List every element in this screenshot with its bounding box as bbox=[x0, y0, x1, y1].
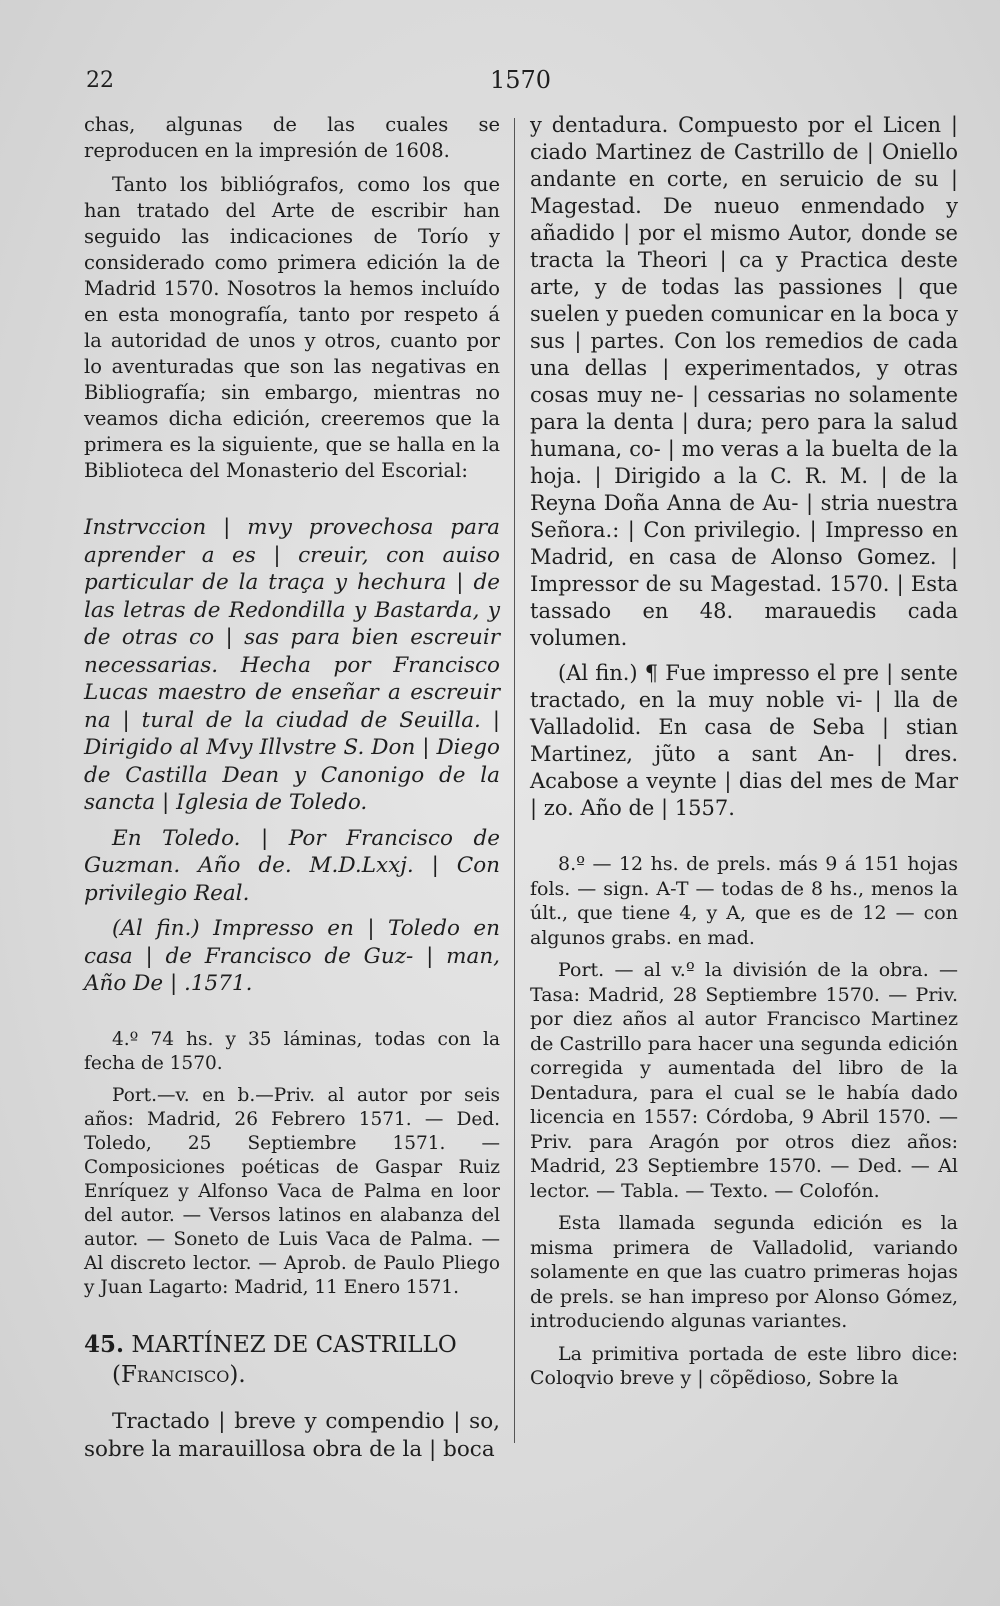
page-number: 22 bbox=[86, 68, 114, 93]
left-column bbox=[84, 112, 500, 1472]
right-column bbox=[530, 112, 958, 1399]
entry-title: Tractado | breve y compendio | so, sobre la marauillosa obra de la | boca bbox=[84, 1408, 500, 1462]
bibliographic-note: Port. — al v.º la división de la obra. — Tasa: Madrid, 28 Septiembre 1570. — Priv. por diez años al autor Francisco Martinez de Castrillo para hacer una segunda edición corregida y aumentada del libro de la Dentadura, para el cual se le había dado licencia en 1557: Córdoba, 9 Abril 1570. — Priv. para Aragón por otros diez años: Madrid, 23 Septiembre 1570. — Ded. — Al lector. — Tabla. — Texto. — Colofón. bbox=[530, 959, 958, 1202]
book-imprint: En Toledo. | Por Francisco de Guzman. Año de. M.D.Lxxj. | Con privilegio Real. bbox=[84, 825, 500, 906]
page-header-year: 1570 bbox=[490, 66, 552, 94]
bibliographic-note: La primitiva portada de este libro dice: Coloqvio breve y | cõpẽdioso, Sobre la bbox=[530, 1342, 958, 1389]
book-title: Instrvccion | mvy provechosa para aprender a es | creuir, con auiso particular de la traça y hechura | de las letras de Redondilla y Bastarda, y de otras co | sas para bien escreuir necessarias. Hecha por Francisco Lucas maestro de enseñar a escreuir na | tural de la ciudad de Seuilla. | Dirigido al Mvy Illvstre S. Don | Diego de Castilla Dean y Canonigo de la sancta | Iglesia de Toledo. bbox=[84, 515, 500, 815]
entry-given-name: (Francisco). bbox=[112, 1361, 246, 1388]
bibliographic-note: 4.º 74 hs. y 35 láminas, todas con la fecha de 1570. bbox=[84, 1028, 500, 1074]
bibliographic-note: Port.—v. en b.—Priv. al autor por seis años: Madrid, 26 Febrero 1571. — Ded. Toledo, 25 Septiembre 1571. — Composiciones poéticas de Gaspar Ruiz Enríquez y Alfonso Vaca de Palma en loor del autor. — Versos latinos en alabanza del autor. — Soneto de Luis Vaca de Palma. — Al discreto lector. — Aprob. de Paulo Pliego y Juan Lagarto: Madrid, 11 Enero 1571. bbox=[84, 1084, 500, 1298]
paragraph: chas, algunas de las cuales se reproducen en la impresión de 1608. bbox=[84, 113, 500, 162]
book-colophon: (Al fin.) Impresso en | Toledo en casa | de Francisco de Guz- | man, Año De | .1571. bbox=[84, 916, 500, 996]
paragraph: Tanto los bibliógrafos, como los que han tratado del Arte de escribir han seguido las indicaciones de Torío y considerado como primera edición la de Madrid 1570. Nosotros la hemos incluído en esta monografía, tanto por respeto á la autoridad de unos y otros, cuanto por lo aventuradas que son las negativas en Bibliografía; sin embargo, mientras no veamos dicha edición, creeremos que la primera es la siguiente, que se halla en la Biblioteca del Monasterio del Escorial: bbox=[84, 173, 500, 482]
bibliographic-note: Esta llamada segunda edición es la misma primera de Valladolid, variando solamente en que las cuatro primeras hojas de prels. se han impreso por Alonso Gómez, introduciendo algunas variantes. bbox=[530, 1212, 958, 1332]
bibliographic-note: 8.º — 12 hs. de prels. más 9 á 151 hojas fols. — sign. A-T — todas de 8 hs., menos la últ., que tiene 4, y A, que es de 12 — con algunos grabs. en mad. bbox=[530, 853, 958, 949]
entry-number: 45. bbox=[84, 1330, 125, 1358]
column-divider bbox=[514, 118, 515, 1443]
entry-heading bbox=[84, 1330, 500, 1390]
paragraph: (Al fin.) ¶ Fue impresso el pre | sente tractado, en la muy noble vi- | lla de Valladolid. En casa de Seba | stian Martinez, jũto a sant An- | dres. Acabose a veynte | dias del mes de Mar | zo. Año de | 1557. bbox=[530, 661, 958, 820]
entry-name: MARTÍNEZ DE CASTRILLO bbox=[131, 1331, 457, 1358]
paragraph: y dentadura. Compuesto por el Licen | ciado Martinez de Castrillo de | Oniello andante en corte, en seruicio de su | Magestad. De nueuo enmendado y añadido | por el mismo Autor, donde se tracta la Theori | ca y Practica deste arte, y de todas las passiones | que suelen y pueden comunicar en la boca y sus | partes. Con los remedios de cada una dellas | experimentados, y otras cosas muy ne- | cessarias no solamente para la denta | dura; pero para la salud humana, co- | mo veras a la buelta de la hoja. | Dirigido a la C. R. M. | de la Reyna Doña Anna de Au- | stria nuestra Señora.: | Con privilegio. | Impresso en Madrid, en casa de Alonso Gomez. | Impressor de su Magestad. 1570. | Esta tassado en 48. marauedis cada volumen. bbox=[530, 113, 958, 650]
